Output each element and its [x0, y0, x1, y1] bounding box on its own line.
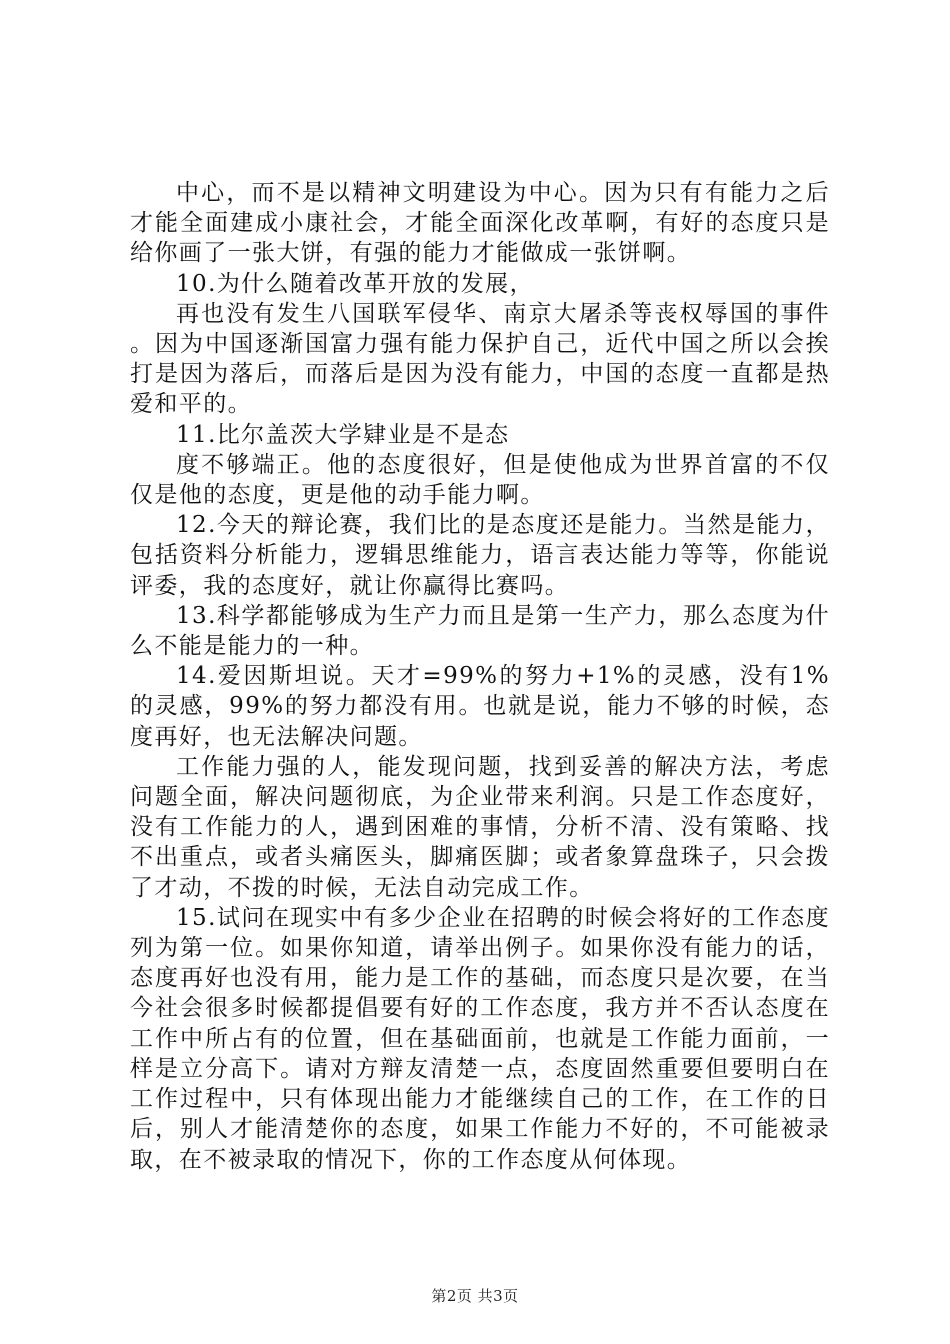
paragraph-8: 14.爱因斯坦说。天才=99%的努力+1%的灵感，没有1%的灵感，99%的努力都没有用。也就是说，能力不够的时候，态度再好，也无法解决问题。 [130, 663, 830, 750]
document-body [130, 178, 830, 1175]
paragraph-10: 15.试问在现实中有多少企业在招聘的时候会将好的工作态度列为第一位。如果你知道，请举出例子。如果你没有能力的话，态度再好也没有用，能力是工作的基础，而态度只是次要，在当今社会很多时候都提倡要有好的工作态度，我方并不否认态度在工作中所占有的位置，但在基础面前，也就是工作能力面前，一样是立分高下。请对方辩友清楚一点，态度固然重要但要明白在工作过程中，只有体现出能力才能继续自己的工作，在工作的日后，别人才能清楚你的态度，如果工作能力不好的，不可能被录取，在不被录取的情况下，你的工作态度从何体现。 [130, 904, 830, 1173]
paragraph-4: 11.比尔盖茨大学肄业是不是态 [176, 421, 510, 448]
paragraph-3: 再也没有发生八国联军侵华、南京大屠杀等丧权辱国的事件。因为中国逐渐国富力强有能力保护自己，近代中国之所以会挨打是因为落后，而落后是因为没有能力，中国的态度一直都是热爱和平的。 [130, 300, 830, 418]
paragraph-7: 13.科学都能够成为生产力而且是第一生产力，那么态度为什么不能是能力的一种。 [130, 602, 830, 660]
paragraph-6: 12.今天的辩论赛，我们比的是态度还是能力。当然是能力，包括资料分析能力，逻辑思维能力，语言表达能力等等，你能说评委，我的态度好，就让你赢得比赛吗。 [130, 512, 830, 599]
paragraph-2: 10.为什么随着改革开放的发展， [176, 270, 534, 297]
page-footer: 第2页 共3页 [431, 1287, 519, 1305]
paragraph-1: 中心，而不是以精神文明建设为中心。因为只有有能力之后才能全面建成小康社会，才能全面深化改革啊，有好的态度只是给你画了一张大饼，有强的能力才能做成一张饼啊。 [130, 180, 830, 267]
paragraph-5: 度不够端正。他的态度很好，但是使他成为世界首富的不仅仅是他的态度，更是他的动手能力啊。 [130, 451, 830, 509]
paragraph-9: 工作能力强的人，能发现问题，找到妥善的解决方法，考虑问题全面，解决问题彻底，为企业带来利润。只是工作态度好，没有工作能力的人，遇到困难的事情，分析不清、没有策略、找不出重点，或者头痛医头，脚痛医脚；或者象算盘珠子，只会拨了才动，不拨的时候，无法自动完成工作。 [130, 753, 830, 901]
